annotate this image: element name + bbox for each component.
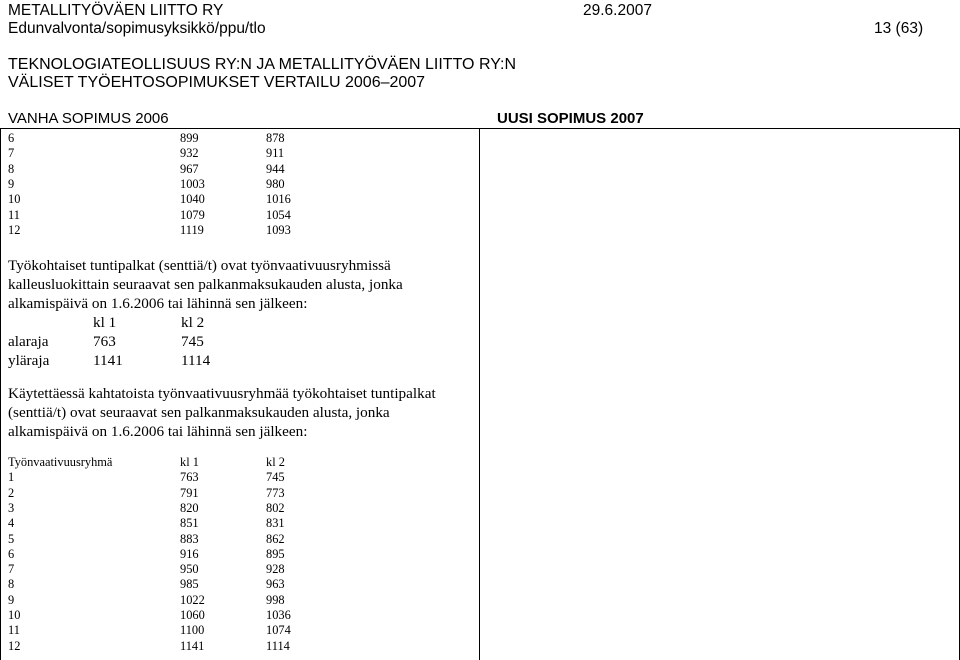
table-cell: 10 (8, 608, 21, 622)
table-cell: 963 (266, 577, 285, 592)
limits-row-value: 1141 (93, 352, 123, 369)
limits-row-label: yläraja (8, 352, 50, 369)
table-cell: 1036 (266, 608, 291, 622)
table-cell: 7 (8, 562, 15, 577)
table-header-cell: kl 2 (266, 455, 285, 469)
table-cell: 950 (180, 562, 199, 577)
table-cell: 883 (180, 531, 199, 546)
table-cell: 8 (8, 161, 15, 176)
page-number: 13 (63) (874, 20, 924, 37)
table-cell: 791 (180, 485, 199, 500)
table-cell: 9 (8, 176, 15, 191)
table-cell: 1114 (266, 638, 290, 653)
table-cell: 1060 (180, 608, 205, 622)
table-cell: 773 (266, 485, 285, 500)
table-cell: 911 (266, 146, 285, 161)
limits-row-value: 1114 (181, 352, 211, 369)
table-cell: 8 (8, 577, 15, 592)
table-cell: 2 (8, 485, 15, 500)
limits-row-label: alaraja (8, 333, 49, 350)
paragraph-2-line-2: (senttiä/t) ovat seuraavat sen palkanmaksukauden alusta, jonka (8, 404, 390, 421)
limits-row-value: 763 (93, 333, 116, 350)
limits-header-kl1: kl 1 (93, 314, 117, 331)
limits-row-value: 745 (181, 333, 204, 350)
table-cell: 802 (266, 500, 285, 515)
table-cell: 1054 (266, 207, 291, 222)
organization-name: METALLITYÖVÄEN LIITTO RY (8, 2, 224, 19)
table-cell: 12 (8, 638, 21, 653)
table-cell: 1119 (180, 222, 204, 237)
table-cell: 1141 (180, 638, 205, 653)
table-cell: 831 (266, 516, 285, 531)
table-cell: 10 (8, 192, 21, 207)
table-cell: 1 (8, 470, 15, 485)
document-title-line-2: VÄLISET TYÖEHTOSOPIMUKSET VERTAILU 2006–2007 (8, 74, 426, 91)
left-border (0, 128, 1, 660)
paragraph-2-line-3: alkamispäivä on 1.6.2006 tai lähinnä sen jälkeen: (8, 423, 308, 440)
table-cell: 1003 (180, 176, 205, 191)
paragraph-1-line-1: Työkohtaiset tuntipalkat (senttiä/t) ovat työnvaativuusryhmissä (8, 257, 391, 274)
table-cell: 820 (180, 500, 199, 515)
paragraph-1-line-2: kalleusluokittain seuraavat sen palkanmaksukauden alusta, jonka (8, 276, 403, 293)
table-cell: 12 (8, 222, 21, 237)
table-cell: 9 (8, 592, 15, 607)
table-cell: 862 (266, 531, 285, 546)
document-title-line-1: TEKNOLOGIATEOLLISUUS RY:N JA METALLITYÖVÄEN LIITTO RY:N (8, 56, 516, 73)
header-rule (0, 128, 960, 129)
table-cell: 878 (266, 131, 285, 145)
table-cell: 11 (8, 207, 20, 222)
table-cell: 1074 (266, 623, 291, 638)
limits-header-kl2: kl 2 (181, 314, 205, 331)
table-header-cell: kl 1 (180, 455, 199, 469)
table-cell: 1040 (180, 192, 205, 207)
table-cell: 763 (180, 470, 199, 485)
table-header-cell: Työnvaativuusryhmä (8, 455, 113, 469)
table-cell: 3 (8, 500, 15, 515)
table-cell: 980 (266, 176, 285, 191)
table-cell: 4 (8, 516, 15, 531)
table-cell: 1079 (180, 207, 205, 222)
table-cell: 932 (180, 146, 199, 161)
department-line: Edunvalvonta/sopimusyksikkö/ppu/tlo (8, 20, 266, 37)
table-cell: 944 (266, 161, 285, 176)
paragraph-2-line-1: Käytettäessä kahtatoista työnvaativuusryhmää työkohtaiset tuntipalkat (8, 385, 436, 402)
table-cell: 1016 (266, 192, 291, 207)
table-cell: 899 (180, 131, 199, 145)
table-cell: 11 (8, 623, 20, 638)
table-cell: 967 (180, 161, 199, 176)
table-cell: 1022 (180, 592, 205, 607)
table-cell: 7 (8, 146, 15, 161)
table-cell: 998 (266, 592, 285, 607)
table-cell: 1100 (180, 623, 205, 638)
document-date: 29.6.2007 (583, 2, 652, 19)
table-cell: 6 (8, 546, 15, 561)
table-cell: 895 (266, 546, 285, 561)
column-divider (479, 128, 480, 660)
table-cell: 745 (266, 470, 285, 485)
table-cell: 916 (180, 546, 199, 561)
old-agreement-heading: VANHA SOPIMUS 2006 (8, 110, 169, 127)
table-cell: 928 (266, 562, 285, 577)
table-cell: 6 (8, 131, 15, 145)
paragraph-1-line-3: alkamispäivä on 1.6.2006 tai lähinnä sen jälkeen: (8, 295, 308, 312)
table-cell: 5 (8, 531, 15, 546)
new-agreement-heading: UUSI SOPIMUS 2007 (497, 110, 644, 127)
table-cell: 1093 (266, 222, 291, 237)
table-cell: 851 (180, 516, 199, 531)
table-cell: 985 (180, 577, 199, 592)
